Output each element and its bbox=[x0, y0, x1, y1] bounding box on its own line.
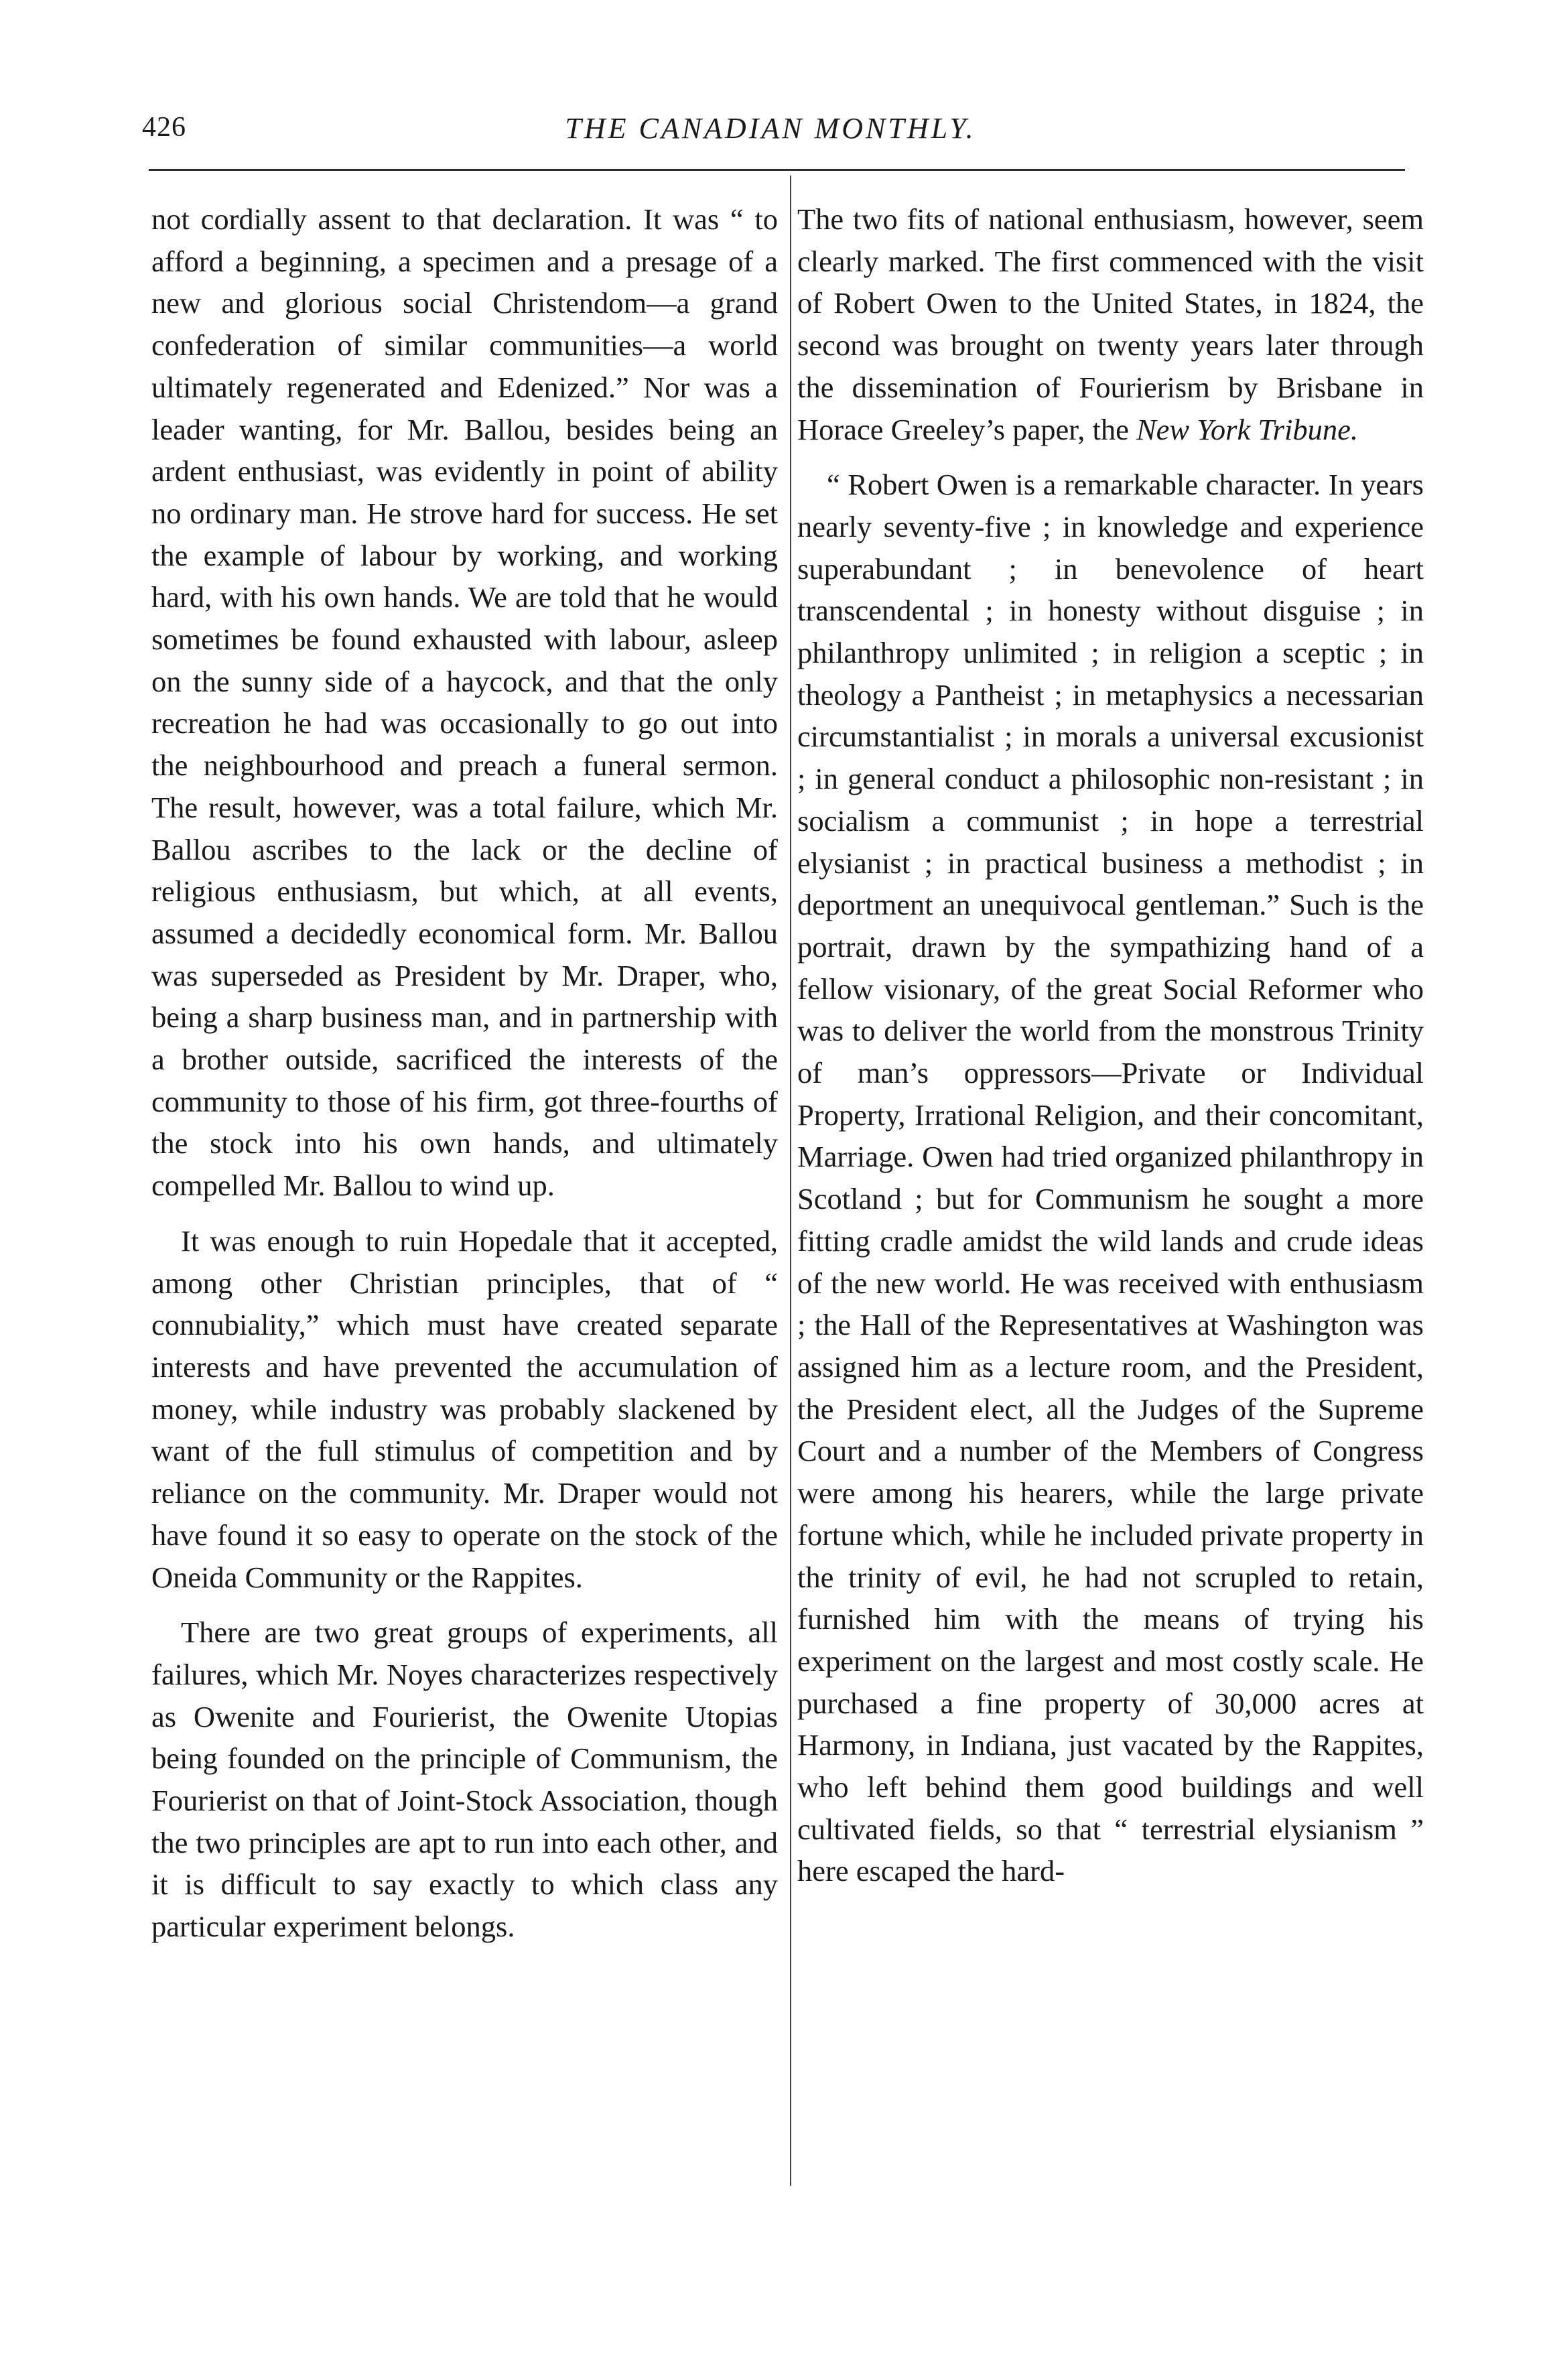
column-divider bbox=[790, 176, 791, 2186]
running-head: THE CANADIAN MONTHLY. bbox=[565, 112, 976, 145]
right-paragraph-1 bbox=[797, 198, 1424, 450]
right-paragraph-1-text: The two fits of national enthusiasm, however, seem clearly marked. The first commenced with the visit of Robert Owen to the United States, in 1824, the second was brought on twenty years later through the dissemination of Fourierism by Brisbane in Horace Greeley’s paper, the bbox=[797, 202, 1424, 446]
page-number: 426 bbox=[142, 112, 186, 143]
left-column bbox=[151, 198, 778, 1948]
right-column bbox=[797, 198, 1424, 1892]
left-paragraph-3: There are two great groups of experiments, all failures, which Mr. Noyes characterizes respectively as Owenite and Fourierist, the Owenite Utopias being founded on the principle of Communism, the Fourierist on that of Joint-Stock Association, though the two principles are apt to run into each other, and it is difficult to say exactly to which class any particular experiment belongs. bbox=[151, 1615, 778, 1944]
left-paragraph-1: not cordially assent to that declaration. It was “ to afford a beginning, a specimen and a presage of a new and glorious social Christendom—a grand confederation of similar communities—a world ultimately regenerated and Edenized.” Nor was a leader wanting, for Mr. Ballou, besides being an ardent enthusiast, was evidently in point of ability no ordinary man. He strove hard for success. He set the example of labour by working, and working hard, with his own hands. We are told that he would sometimes be found exhausted with labour, asleep on the sunny side of a haycock, and that the only recreation he had was occasionally to go out into the neighbourhood and preach a funeral sermon. The result, however, was a total failure, which Mr. Ballou ascribes to the lack or the decline of religious enthusiasm, but which, at all events, assumed a decidedly economical form. Mr. Ballou was superseded as President by Mr. Draper, who, being a sharp business man, and in partnership with a brother outside, sacrificed the interests of the community to those of his firm, got three-fourths of the stock into his own hands, and ultimately compelled Mr. Ballou to wind up. bbox=[151, 202, 778, 1203]
newspaper-title: New York Tribune. bbox=[1136, 412, 1358, 446]
left-paragraph-2: It was enough to ruin Hopedale that it accepted, among other Christian principles, that of “ connubiality,” which must have created separate interests and have prevented the accumulation of money, while industry was probably slackened by want of the full stimulus of competition and by reliance on the community. Mr. Draper would not have found it so easy to operate on the stock of the Oneida Community or the Rappites. bbox=[151, 1224, 778, 1594]
header-rule bbox=[149, 169, 1405, 171]
right-paragraph-2: “ Robert Owen is a remarkable character. In years nearly seventy-five ; in knowledge and experience superabundant ; in benevolence of heart transcendental ; in honesty without disguise ; in philanthropy unlimited ; in religion a sceptic ; in theology a Pantheist ; in metaphysics a necessarian circumstantialist ; in morals a universal excusionist ; in general conduct a philosophic non-resistant ; in socialism a communist ; in hope a terrestrial elysianist ; in practical business a methodist ; in deportment an unequivocal gentleman.” Such is the portrait, drawn by the sympathizing hand of a fellow visionary, of the great Social Reformer who was to deliver the world from the monstrous Trinity of man’s oppressors—Private or Individual Property, Irrational Religion, and their concomitant, Marriage. Owen had tried organized philanthropy in Scotland ; but for Communism he sought a more fitting cradle amidst the wild lands and crude ideas of the new world. He was received with enthusiasm ; the Hall of the Representatives at Washington was assigned him as a lecture room, and the President, the President elect, all the Judges of the Supreme Court and a number of the Members of Congress were among his hearers, while the large private fortune which, while he included private property in the trinity of evil, he had not scrupled to retain, furnished him with the means of trying his experiment on the largest and most costly scale. He purchased a fine property of 30,000 acres at Harmony, in Indiana, just vacated by the Rappites, who left behind them good buildings and well cultivated fields, so that “ terrestrial elysianism ” here escaped the hard- bbox=[797, 468, 1424, 1888]
